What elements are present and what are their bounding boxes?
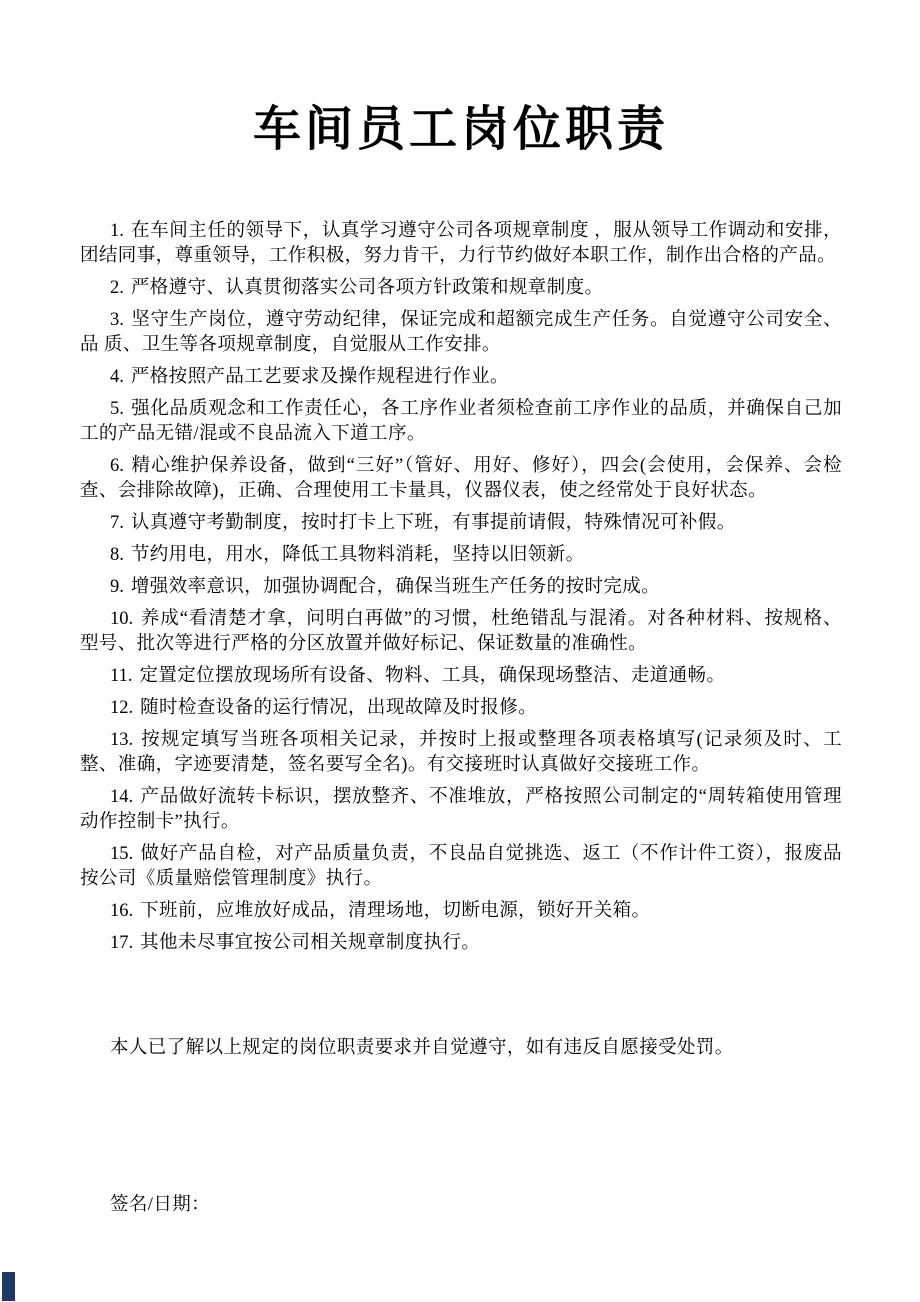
item-text: 其他未尽事宜按公司相关规章制度执行。 xyxy=(140,932,481,953)
list-item xyxy=(80,696,842,721)
list-item xyxy=(80,664,842,689)
item-number: 11. xyxy=(110,665,133,686)
item-text: 下班前，应堆放好成品，清理场地，切断电源，锁好开关箱。 xyxy=(140,900,651,921)
item-number: 17. xyxy=(110,932,134,953)
list-item xyxy=(80,276,842,301)
item-number: 12. xyxy=(110,697,134,718)
item-text: 产品做好流转卡标识，摆放整齐、不准堆放，严格按照公司制定的“周转箱使用管理动作控制卡”执行。 xyxy=(80,786,842,832)
list-item xyxy=(80,454,842,504)
item-number: 14. xyxy=(110,786,134,807)
item-text: 定置定位摆放现场所有设备、物料、工具，确保现场整洁、走道通畅。 xyxy=(139,665,726,686)
document-title: 车间员工岗位职责 xyxy=(252,103,669,156)
item-text: 节约用电，用水，降低工具物料消耗，坚持以旧领新。 xyxy=(130,544,585,565)
item-text: 严格遵守、认真贯彻落实公司各项方针政策和规章制度。 xyxy=(130,277,604,298)
item-text: 在车间主任的领导下，认真学习遵守公司各项规章制度 ，服从领导工作调动和安排，团结同事，尊重领导，工作积极，努力肯干，力行节约做好本职工作，制作出合格的产品。 xyxy=(80,220,842,266)
item-number: 10. xyxy=(110,608,134,629)
list-item xyxy=(80,728,842,778)
item-text: 严格按照产品工艺要求及操作规程进行作业。 xyxy=(130,366,509,387)
item-text: 精心维护保养设备，做到“三好”（管好、用好、修好），四会(会使用，会保养、会检查、会排除故障)，正确、合理使用工卡量具，仪器仪表，使之经常处于良好状态。 xyxy=(80,455,842,501)
item-number: 2. xyxy=(110,277,124,298)
list-item xyxy=(80,219,842,269)
acknowledgement-statement: 本人已了解以上规定的岗位职责要求并自觉遵守，如有违反自愿接受处罚。 xyxy=(110,1037,734,1058)
list-item xyxy=(80,931,842,956)
list-item xyxy=(80,785,842,835)
list-item xyxy=(80,607,842,657)
item-text: 增强效率意识，加强协调配合，确保当班生产任务的按时完成。 xyxy=(130,576,661,597)
item-text: 认真遵守考勤制度，按时打卡上下班，有事提前请假，特殊情况可补假。 xyxy=(130,512,736,533)
list-item xyxy=(80,397,842,447)
item-number: 16. xyxy=(110,900,134,921)
list-item xyxy=(80,511,842,536)
item-text: 养成“看清楚才拿，问明白再做”的习惯，杜绝错乱与混淆。对各种材料、按规格、 型号、批次等进行严格的分区放置并做好标记、保证数量的准确性。 xyxy=(80,608,842,654)
item-number: 8. xyxy=(110,544,124,565)
signature-date-label: 签名/日期： xyxy=(110,1194,211,1215)
corner-artifact xyxy=(2,1272,15,1301)
item-number: 13. xyxy=(110,729,134,750)
list-item xyxy=(80,308,842,358)
list-item xyxy=(80,842,842,892)
item-text: 坚守生产岗位，遵守劳动纪律，保证完成和超额完成生产任务。自觉遵守公司安全、品 质、卫生等各项规章制度，自觉服从工作安排。 xyxy=(80,309,842,355)
item-number: 5. xyxy=(110,398,124,419)
item-text: 做好产品自检，对产品质量负责，不良品自觉挑选、返工（不作计件工资），报废品按公司《质量赔偿管理制度》执行。 xyxy=(80,843,842,889)
item-number: 9. xyxy=(110,576,124,597)
item-number: 7. xyxy=(110,512,124,533)
item-number: 15. xyxy=(110,843,134,864)
item-text: 强化品质观念和工作责任心，各工序作业者须检查前工序作业的品质，并确保自己加工的产品无错/混或不良品流入下道工序。 xyxy=(80,398,842,444)
item-number: 6. xyxy=(110,455,124,476)
item-number: 1. xyxy=(110,220,124,241)
list-item xyxy=(80,899,842,924)
item-number: 4. xyxy=(110,366,124,387)
item-text: 随时检查设备的运行情况，出现故障及时报修。 xyxy=(140,697,538,718)
list-item xyxy=(80,575,842,600)
list-item xyxy=(80,543,842,568)
item-number: 3. xyxy=(110,309,124,330)
item-text: 按规定填写当班各项相关记录，并按时上报或整理各项表格填写(记录须及时、工整、准确，字迹要清楚，签名要写全名)。有交接班时认真做好交接班工作。 xyxy=(80,729,842,775)
list-item xyxy=(80,365,842,390)
responsibility-list xyxy=(80,219,842,956)
